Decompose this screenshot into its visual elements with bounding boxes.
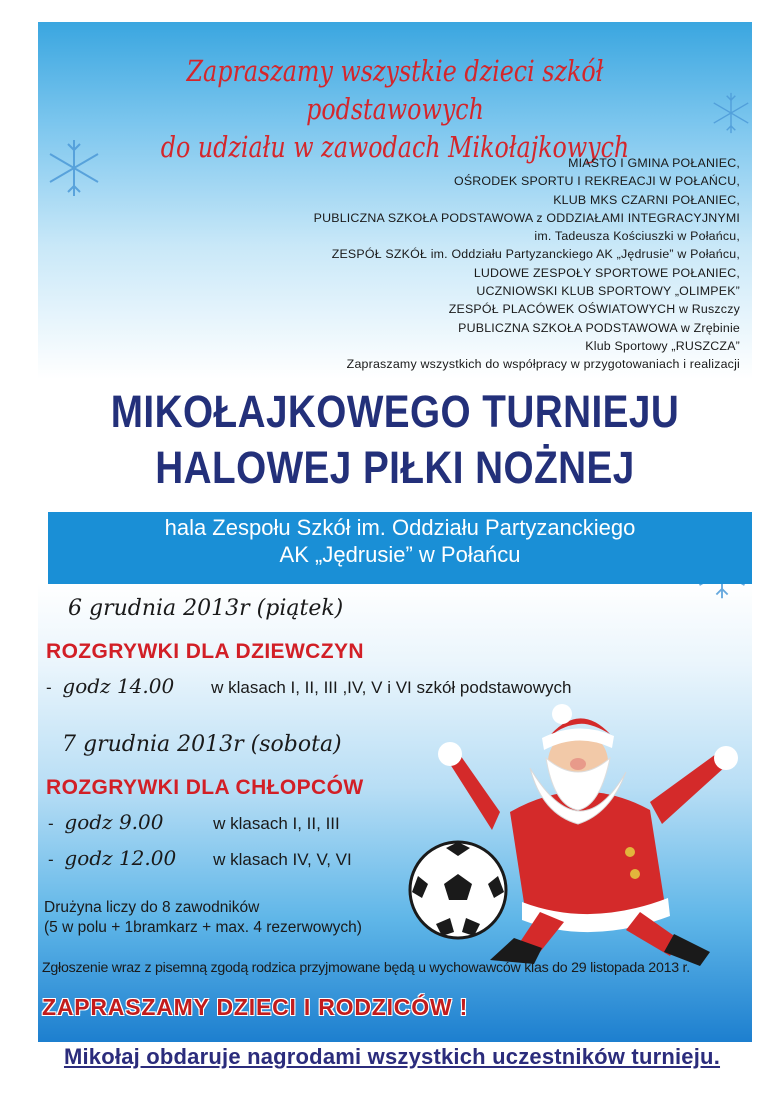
row-description: w klasach I, II, III	[213, 814, 340, 833]
registration-info: Zgłoszenie wraz z pisemną zgodą rodzica przyjmowane będą u wychowawców klas do 29 listopada 2013 r.	[42, 960, 690, 976]
row-dash: -	[46, 678, 52, 697]
invite-all-banner: ZAPRASZAMY DZIECI I RODZICÓW !	[42, 994, 469, 1020]
snowflake-icon	[42, 136, 106, 200]
organizer-line: ZESPÓŁ SZKÓŁ im. Oddziału Partyzanckiego AK „Jędrusie” w Połańcu,	[331, 247, 740, 262]
row-description: w klasach I, II, III ,IV, V i VI szkół podstawowych	[211, 678, 572, 697]
row-hour: godz 14.00	[62, 674, 175, 698]
team-line-1: Drużyna liczy do 8 zawodników	[44, 899, 260, 916]
soccer-ball-icon	[406, 838, 510, 942]
invitation-line-1: Zapraszamy wszystkie dzieci szkół podstawowych	[186, 54, 604, 126]
organizer-line: KLUB MKS CZARNI POŁANIEC,	[553, 192, 740, 207]
day1-heading: ROZGRYWKI DLA DZIEWCZYN	[46, 640, 364, 663]
title-line-1: MIKOŁAJKOWEGO TURNIEJU	[110, 386, 680, 437]
day2-date: 7 grudnia 2013r (sobota)	[62, 732, 342, 757]
invitation-line-2: do udziału w zawodach Mikołajkowych	[160, 130, 630, 164]
title-line-2: HALOWEJ PIŁKI NOŻNEJ	[155, 442, 635, 493]
team-info	[44, 898, 362, 938]
footer-note: Mikołaj obdaruje nagrodami wszystkich uczestników turnieju.	[63, 1044, 721, 1069]
snowflake-icon	[708, 90, 752, 136]
venue-line-1: hala Zespołu Szkół im. Oddziału Partyzanckiego	[164, 515, 636, 540]
venue-text	[48, 514, 752, 568]
organizer-line: OŚRODEK SPORTU I REKREACJI W POŁAŃCU,	[453, 174, 740, 189]
poster-background	[38, 22, 752, 1042]
day1-row	[46, 674, 571, 698]
tournament-title	[88, 384, 702, 496]
organizer-line: Zapraszamy wszystkich do współpracy w przygotowaniach i realizacji	[346, 357, 740, 372]
organizer-line: Klub Sportowy „RUSZCZA”	[585, 338, 740, 353]
row-description: w klasach IV, V, VI	[213, 850, 352, 869]
organizer-line: UCZNIOWSKI KLUB SPORTOWY „OLIMPEK”	[476, 284, 740, 299]
team-line-2: (5 w polu + 1bramkarz + max. 4 rezerwowych)	[44, 919, 362, 936]
row-dash: -	[48, 850, 54, 869]
row-dash: -	[48, 814, 54, 833]
invitation-heading	[102, 52, 687, 166]
organizer-line: LUDOWE ZESPOŁY SPORTOWE POŁANIEC,	[473, 265, 740, 280]
day2-row	[48, 846, 352, 870]
venue-line-2: AK „Jędrusie” w Połańcu	[279, 542, 521, 567]
day2-row	[48, 810, 340, 834]
organizer-line: PUBLICZNA SZKOŁA PODSTAWOWA z ODDZIAŁAMI INTEGRACYJNYMI	[313, 210, 740, 225]
organizer-line: PUBLICZNA SZKOŁA PODSTAWOWA w Zrębinie	[458, 320, 740, 335]
organizer-line: MIASTO I GMINA POŁANIEC,	[568, 156, 740, 170]
row-hour: godz 12.00	[64, 846, 177, 870]
organizer-line: im. Tadeusza Kościuszki w Połańcu,	[534, 229, 740, 244]
day2-heading: ROZGRYWKI DLA CHŁOPCÓW	[46, 776, 364, 799]
organizer-line: ZESPÓŁ PLACÓWEK OŚWIATOWYCH w Ruszczy	[448, 302, 740, 317]
row-hour: godz 9.00	[64, 810, 164, 834]
day1-date: 6 grudnia 2013r (piątek)	[68, 596, 344, 621]
organizers-list	[100, 154, 740, 374]
